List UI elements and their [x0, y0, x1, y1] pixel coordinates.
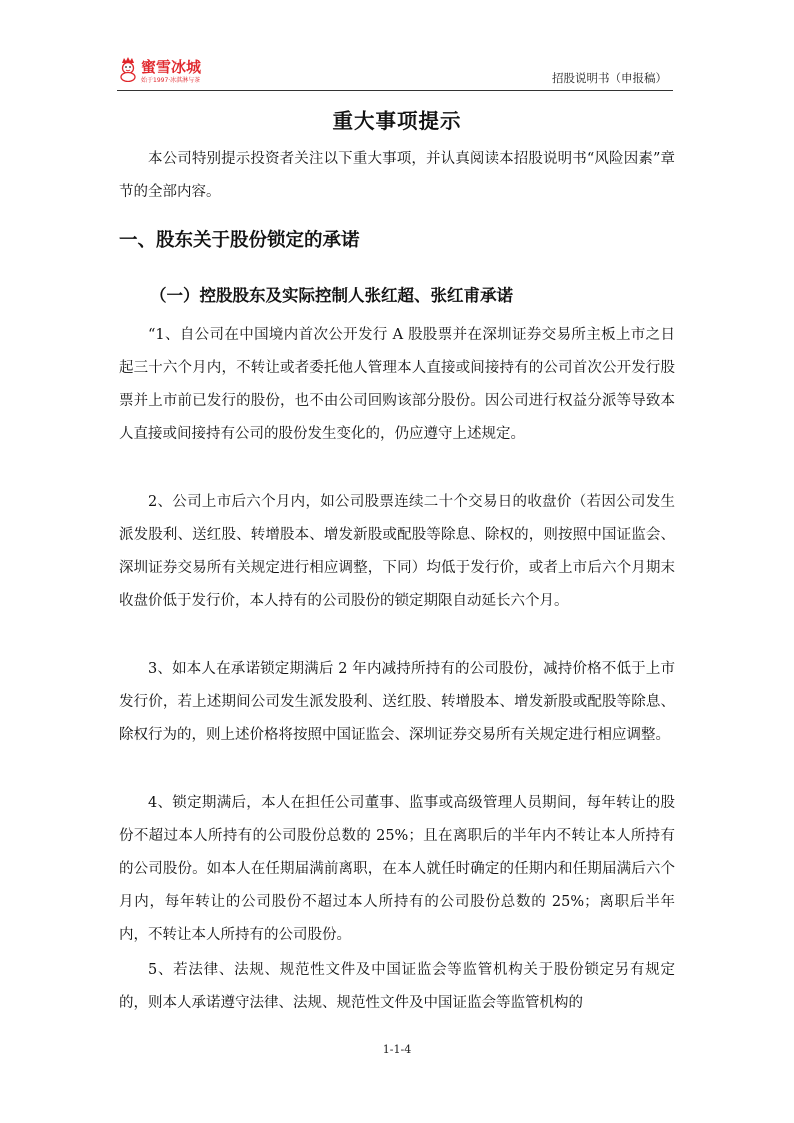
page-number: 1-1-4 — [382, 1043, 412, 1056]
brand-logo — [117, 56, 237, 86]
section-heading: 一、股东关于股份锁定的承诺 — [119, 230, 360, 251]
commitment-paragraph-2: 2、公司上市后六个月内，如公司股票连续二十个交易日的收盘价（若因公司发生派发股利、送红股、转增股本、增发新股或配股等除息、除权的，则按照中国证监会、深圳证券交易所有关规定进行相应调整，下同）均低于发行价，或者上市后六个月期末收盘价低于发行价，本人持有的公司股份的锁定期限自动延长六个月。 — [119, 494, 675, 609]
intro-paragraph: 本公司特别提示投资者关注以下重大事项，并认真阅读本招股说明书“风险因素”章节的全部内容。 — [119, 151, 675, 200]
commitment-paragraph-5: 5、若法律、法规、规范性文件及中国证监会等监管机构关于股份锁定另有规定的，则本人承诺遵守法律、法规、规范性文件及中国证监会等监管机构的 — [119, 962, 675, 1011]
brand-name: 蜜雪冰城 — [141, 58, 202, 76]
snow-king-mascot-icon — [117, 56, 139, 82]
commitment-paragraph-3: 3、如本人在承诺锁定期满后 2 年内减持所持有的公司股份，减持价格不低于上市发行价，若上述期间公司发生派发股利、送红股、转增股本、增发新股或配股等除息、除权行为的，则上述价格将按照中国证监会、深圳证券交易所有关规定进行相应调整。 — [119, 661, 675, 743]
page-header — [117, 56, 673, 91]
commitment-paragraph-4: 4、锁定期满后，本人在担任公司董事、监事或高级管理人员期间，每年转让的股份不超过本人所持有的公司股份总数的 25%；且在离职后的半年内不转让本人所持有的公司股份。如本人在任期届满前离职，在本人就任时确定的任期内和任期届满后六个月内，每年转让的公司股份不超过本人所持有的公司股份总数的 25%；离职后半年内，不转让本人所持有的公司股份。 — [119, 795, 675, 943]
subsection-heading: （一）控股股东及实际控制人张红超、张红甫承诺 — [150, 286, 513, 305]
brand-slogan: 始于1997·冰淇淋与茶 — [141, 77, 201, 84]
page-title: 重大事项提示 — [332, 109, 462, 133]
document-type: 招股说明书（申报稿） — [552, 71, 667, 85]
commitment-paragraph-1: “1、自公司在中国境内首次公开发行 A 股股票并在深圳证券交易所主板上市之日起三十六个月内，不转让或者委托他人管理本人直接或间接持有的公司首次公开发行股票并上市前已发行的股份，也不由公司回购该部分股份。因公司进行权益分派等导致本人直接或间接持有公司的股份发生变化的，仍应遵守上述规定。 — [119, 327, 675, 442]
